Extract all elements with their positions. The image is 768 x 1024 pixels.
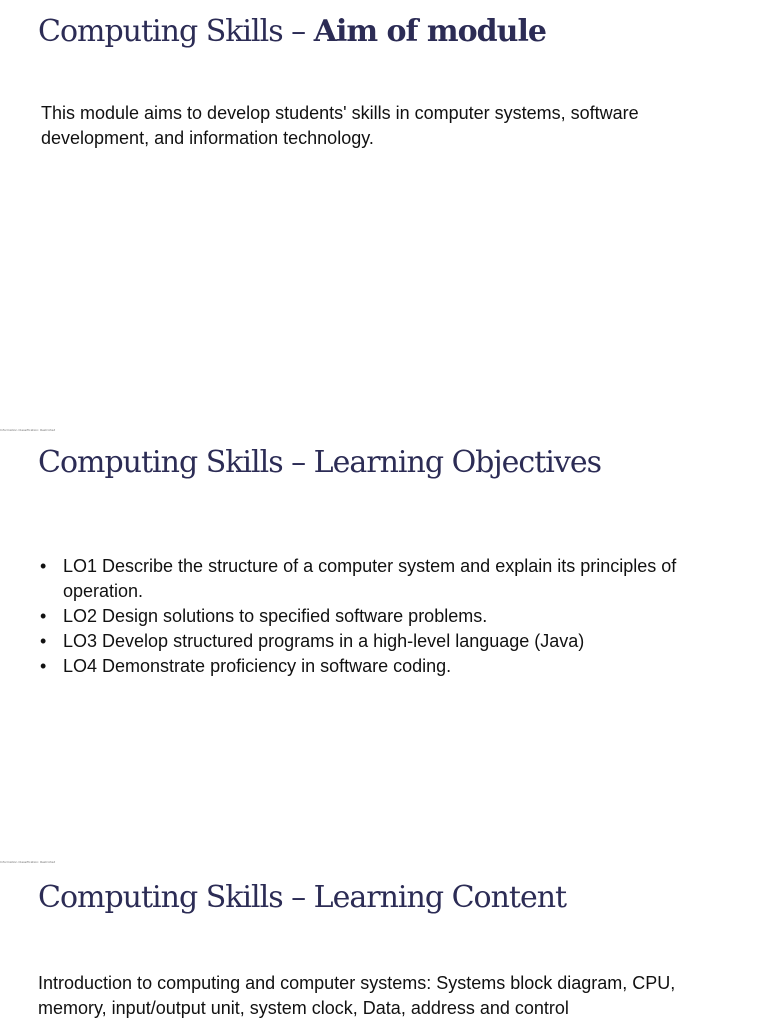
classification-label: Information Classification: Restricted [0,428,56,432]
classification-label: Information Classification: Restricted [0,860,56,864]
bullet-icon: • [40,606,47,626]
objective-text: LO3 Develop structured programs in a high-level language (Java) [63,631,585,651]
bullet-icon: • [40,556,47,576]
slide-aim-of-module [0,0,768,428]
list-item [40,654,740,679]
slide-title: Computing Skills – Learning Objectives [38,445,601,480]
bullet-icon: • [40,631,47,651]
objective-text: LO4 Demonstrate proficiency in software coding. [63,656,452,676]
slide-learning-objectives [0,428,768,860]
objective-text: LO2 Design solutions to specified software problems. [63,606,488,626]
module-aim-text: This module aims to develop students' skills in computer systems, software development, and information technology. [41,103,639,148]
list-item [40,604,740,629]
learning-content-text: Introduction to computing and computer systems: Systems block diagram, CPU, memory, input/output unit, system clock, Data, address and control [38,973,676,1018]
slide-learning-content [0,860,768,1024]
slide-title [38,14,546,50]
objective-text: LO1 Describe the structure of a computer system and explain its principles of operation. [63,556,677,601]
title-prefix: Computing Skills – [38,14,314,49]
learning-objectives-list [40,554,740,679]
bullet-icon: • [40,656,47,676]
list-item [40,554,740,604]
title-emphasis: Aim of module [313,14,546,49]
list-item [40,629,740,654]
slide-title: Computing Skills – Learning Content [38,880,567,915]
